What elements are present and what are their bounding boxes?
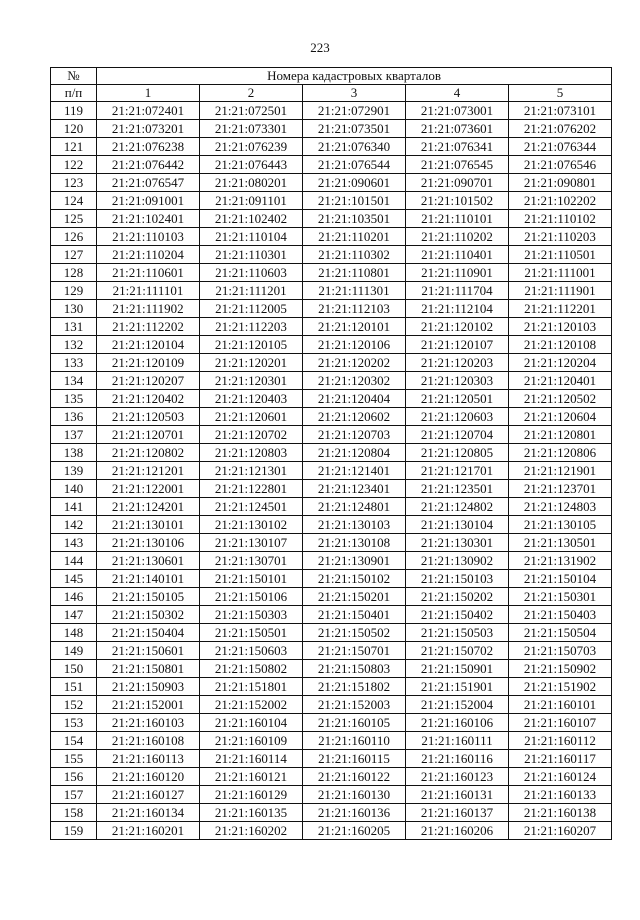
table-row [51, 282, 612, 300]
cadastral-number-cell: 21:21:072401 [97, 102, 200, 120]
table-row [51, 696, 612, 714]
cadastral-number-cell: 21:21:160104 [200, 714, 303, 732]
cadastral-number-cell: 21:21:150106 [200, 588, 303, 606]
cadastral-number-cell: 21:21:160207 [509, 822, 612, 840]
cadastral-number-cell: 21:21:160114 [200, 750, 303, 768]
cadastral-number-cell: 21:21:160124 [509, 768, 612, 786]
cadastral-number-cell: 21:21:160133 [509, 786, 612, 804]
table-row [51, 318, 612, 336]
cadastral-number-cell: 21:21:130102 [200, 516, 303, 534]
table-row [51, 192, 612, 210]
cadastral-number-cell: 21:21:151801 [200, 678, 303, 696]
cadastral-number-cell: 21:21:120501 [406, 390, 509, 408]
table-row [51, 174, 612, 192]
cadastral-number-cell: 21:21:160134 [97, 804, 200, 822]
cadastral-number-cell: 21:21:150402 [406, 606, 509, 624]
cadastral-number-cell: 21:21:160201 [97, 822, 200, 840]
table-row [51, 570, 612, 588]
cadastral-number-cell: 21:21:160103 [97, 714, 200, 732]
cadastral-number-cell: 21:21:120207 [97, 372, 200, 390]
cadastral-number-cell: 21:21:110204 [97, 246, 200, 264]
cadastral-number-cell: 21:21:091101 [200, 192, 303, 210]
cadastral-number-cell: 21:21:160109 [200, 732, 303, 750]
cadastral-number-cell: 21:21:150803 [303, 660, 406, 678]
cadastral-number-cell: 21:21:120302 [303, 372, 406, 390]
cadastral-number-cell: 21:21:111201 [200, 282, 303, 300]
row-number: 157 [51, 786, 97, 804]
cadastral-number-cell: 21:21:151902 [509, 678, 612, 696]
table-row [51, 732, 612, 750]
cadastral-number-cell: 21:21:101502 [406, 192, 509, 210]
cadastral-number-cell: 21:21:101501 [303, 192, 406, 210]
row-number: 129 [51, 282, 97, 300]
cadastral-number-cell: 21:21:150103 [406, 570, 509, 588]
cadastral-number-cell: 21:21:073001 [406, 102, 509, 120]
table-row [51, 678, 612, 696]
cadastral-number-cell: 21:21:160113 [97, 750, 200, 768]
cadastral-number-cell: 21:21:111902 [97, 300, 200, 318]
cadastral-number-cell: 21:21:120702 [200, 426, 303, 444]
cadastral-number-cell: 21:21:150504 [509, 624, 612, 642]
table-row [51, 660, 612, 678]
cadastral-number-cell: 21:21:160122 [303, 768, 406, 786]
cadastral-number-cell: 21:21:150403 [509, 606, 612, 624]
cadastral-number-cell: 21:21:076442 [97, 156, 200, 174]
cadastral-number-cell: 21:21:102202 [509, 192, 612, 210]
cadastral-number-cell: 21:21:110102 [509, 210, 612, 228]
row-number: 141 [51, 498, 97, 516]
cadastral-number-cell: 21:21:123701 [509, 480, 612, 498]
row-number: 154 [51, 732, 97, 750]
header-no-sub-label: п/п [51, 85, 97, 102]
row-number: 125 [51, 210, 97, 228]
table-row [51, 588, 612, 606]
cadastral-number-cell: 21:21:131902 [509, 552, 612, 570]
table-row [51, 498, 612, 516]
cadastral-number-cell: 21:21:120806 [509, 444, 612, 462]
table-row [51, 822, 612, 840]
row-number: 156 [51, 768, 97, 786]
row-number: 133 [51, 354, 97, 372]
table-row [51, 444, 612, 462]
table-row [51, 138, 612, 156]
cadastral-number-cell: 21:21:120804 [303, 444, 406, 462]
table-row [51, 390, 612, 408]
row-number: 149 [51, 642, 97, 660]
cadastral-number-cell: 21:21:152003 [303, 696, 406, 714]
row-number: 151 [51, 678, 97, 696]
cadastral-number-cell: 21:21:076344 [509, 138, 612, 156]
table-row [51, 624, 612, 642]
cadastral-number-cell: 21:21:150801 [97, 660, 200, 678]
row-number: 146 [51, 588, 97, 606]
cadastral-number-cell: 21:21:121901 [509, 462, 612, 480]
cadastral-number-cell: 21:21:123401 [303, 480, 406, 498]
row-number: 148 [51, 624, 97, 642]
row-number: 134 [51, 372, 97, 390]
cadastral-number-cell: 21:21:150105 [97, 588, 200, 606]
table-row [51, 300, 612, 318]
cadastral-number-cell: 21:21:150703 [509, 642, 612, 660]
cadastral-number-cell: 21:21:160129 [200, 786, 303, 804]
cadastral-number-cell: 21:21:120402 [97, 390, 200, 408]
cadastral-number-cell: 21:21:110302 [303, 246, 406, 264]
cadastral-number-cell: 21:21:160138 [509, 804, 612, 822]
cadastral-number-cell: 21:21:120403 [200, 390, 303, 408]
cadastral-number-cell: 21:21:110101 [406, 210, 509, 228]
row-number: 144 [51, 552, 97, 570]
header-column-3: 3 [303, 85, 406, 102]
cadastral-number-cell: 21:21:110203 [509, 228, 612, 246]
cadastral-number-cell: 21:21:130108 [303, 534, 406, 552]
cadastral-number-cell: 21:21:120203 [406, 354, 509, 372]
cadastral-number-cell: 21:21:160127 [97, 786, 200, 804]
row-number: 128 [51, 264, 97, 282]
cadastral-number-cell: 21:21:130901 [303, 552, 406, 570]
cadastral-number-cell: 21:21:150102 [303, 570, 406, 588]
cadastral-number-cell: 21:21:110801 [303, 264, 406, 282]
row-number: 136 [51, 408, 97, 426]
header-column-4: 4 [406, 85, 509, 102]
cadastral-number-cell: 21:21:150404 [97, 624, 200, 642]
cadastral-number-cell: 21:21:160112 [509, 732, 612, 750]
cadastral-number-cell: 21:21:152002 [200, 696, 303, 714]
cadastral-number-cell: 21:21:160206 [406, 822, 509, 840]
table-row [51, 246, 612, 264]
cadastral-number-cell: 21:21:120801 [509, 426, 612, 444]
cadastral-table [50, 67, 612, 840]
cadastral-number-cell: 21:21:160110 [303, 732, 406, 750]
cadastral-number-cell: 21:21:120202 [303, 354, 406, 372]
cadastral-number-cell: 21:21:110603 [200, 264, 303, 282]
cadastral-number-cell: 21:21:150202 [406, 588, 509, 606]
cadastral-number-cell: 21:21:150501 [200, 624, 303, 642]
cadastral-number-cell: 21:21:111001 [509, 264, 612, 282]
header-no-label: № [51, 68, 97, 85]
cadastral-number-cell: 21:21:123501 [406, 480, 509, 498]
cadastral-number-cell: 21:21:120204 [509, 354, 612, 372]
cadastral-number-cell: 21:21:120805 [406, 444, 509, 462]
cadastral-number-cell: 21:21:120103 [509, 318, 612, 336]
cadastral-number-cell: 21:21:110301 [200, 246, 303, 264]
row-number: 139 [51, 462, 97, 480]
row-number: 131 [51, 318, 97, 336]
cadastral-number-cell: 21:21:120105 [200, 336, 303, 354]
cadastral-number-cell: 21:21:120109 [97, 354, 200, 372]
header-column-1: 1 [97, 85, 200, 102]
row-number: 120 [51, 120, 97, 138]
cadastral-number-cell: 21:21:121701 [406, 462, 509, 480]
table-row [51, 462, 612, 480]
cadastral-number-cell: 21:21:120803 [200, 444, 303, 462]
cadastral-number-cell: 21:21:120104 [97, 336, 200, 354]
cadastral-number-cell: 21:21:150302 [97, 606, 200, 624]
cadastral-number-cell: 21:21:090601 [303, 174, 406, 192]
cadastral-number-cell: 21:21:160137 [406, 804, 509, 822]
cadastral-number-cell: 21:21:120602 [303, 408, 406, 426]
table-row [51, 804, 612, 822]
cadastral-number-cell: 21:21:150101 [200, 570, 303, 588]
cadastral-number-cell: 21:21:160136 [303, 804, 406, 822]
cadastral-number-cell: 21:21:076340 [303, 138, 406, 156]
row-number: 127 [51, 246, 97, 264]
cadastral-number-cell: 21:21:130104 [406, 516, 509, 534]
cadastral-number-cell: 21:21:076341 [406, 138, 509, 156]
cadastral-number-cell: 21:21:130301 [406, 534, 509, 552]
cadastral-number-cell: 21:21:110901 [406, 264, 509, 282]
cadastral-number-cell: 21:21:160205 [303, 822, 406, 840]
row-number: 152 [51, 696, 97, 714]
cadastral-number-cell: 21:21:120404 [303, 390, 406, 408]
cadastral-number-cell: 21:21:110501 [509, 246, 612, 264]
cadastral-number-cell: 21:21:160120 [97, 768, 200, 786]
cadastral-number-cell: 21:21:076202 [509, 120, 612, 138]
cadastral-number-cell: 21:21:110201 [303, 228, 406, 246]
cadastral-number-cell: 21:21:121201 [97, 462, 200, 480]
header-group-title: Номера кадастровых кварталов [97, 68, 612, 85]
cadastral-number-cell: 21:21:150601 [97, 642, 200, 660]
cadastral-number-cell: 21:21:160130 [303, 786, 406, 804]
cadastral-number-cell: 21:21:120106 [303, 336, 406, 354]
cadastral-number-cell: 21:21:124801 [303, 498, 406, 516]
cadastral-number-cell: 21:21:073601 [406, 120, 509, 138]
cadastral-number-cell: 21:21:120601 [200, 408, 303, 426]
cadastral-number-cell: 21:21:160108 [97, 732, 200, 750]
cadastral-number-cell: 21:21:076544 [303, 156, 406, 174]
cadastral-number-cell: 21:21:110601 [97, 264, 200, 282]
cadastral-number-cell: 21:21:076545 [406, 156, 509, 174]
row-number: 132 [51, 336, 97, 354]
table-row [51, 786, 612, 804]
cadastral-number-cell: 21:21:112104 [406, 300, 509, 318]
cadastral-number-cell: 21:21:140101 [97, 570, 200, 588]
cadastral-number-cell: 21:21:112005 [200, 300, 303, 318]
cadastral-number-cell: 21:21:120503 [97, 408, 200, 426]
cadastral-number-cell: 21:21:160107 [509, 714, 612, 732]
cadastral-number-cell: 21:21:150303 [200, 606, 303, 624]
cadastral-number-cell: 21:21:150903 [97, 678, 200, 696]
cadastral-number-cell: 21:21:150901 [406, 660, 509, 678]
cadastral-number-cell: 21:21:076546 [509, 156, 612, 174]
cadastral-number-cell: 21:21:160202 [200, 822, 303, 840]
row-number: 138 [51, 444, 97, 462]
table-row [51, 516, 612, 534]
cadastral-number-cell: 21:21:120703 [303, 426, 406, 444]
cadastral-number-cell: 21:21:124802 [406, 498, 509, 516]
cadastral-number-cell: 21:21:120108 [509, 336, 612, 354]
cadastral-number-cell: 21:21:122001 [97, 480, 200, 498]
cadastral-number-cell: 21:21:150502 [303, 624, 406, 642]
cadastral-number-cell: 21:21:151901 [406, 678, 509, 696]
cadastral-number-cell: 21:21:076238 [97, 138, 200, 156]
row-number: 122 [51, 156, 97, 174]
table-row [51, 750, 612, 768]
cadastral-number-cell: 21:21:120802 [97, 444, 200, 462]
cadastral-number-cell: 21:21:160121 [200, 768, 303, 786]
row-number: 135 [51, 390, 97, 408]
cadastral-number-cell: 21:21:150603 [200, 642, 303, 660]
row-number: 153 [51, 714, 97, 732]
page-number: 223 [310, 40, 330, 55]
cadastral-number-cell: 21:21:120701 [97, 426, 200, 444]
cadastral-number-cell: 21:21:120102 [406, 318, 509, 336]
table-row [51, 642, 612, 660]
table-row [51, 606, 612, 624]
table-body [51, 102, 612, 840]
row-number: 145 [51, 570, 97, 588]
cadastral-number-cell: 21:21:120303 [406, 372, 509, 390]
cadastral-number-cell: 21:21:124201 [97, 498, 200, 516]
cadastral-number-cell: 21:21:130902 [406, 552, 509, 570]
table-row [51, 480, 612, 498]
cadastral-number-cell: 21:21:102402 [200, 210, 303, 228]
table-row [51, 372, 612, 390]
cadastral-number-cell: 21:21:160111 [406, 732, 509, 750]
table-row [51, 156, 612, 174]
cadastral-number-cell: 21:21:073201 [97, 120, 200, 138]
cadastral-number-cell: 21:21:122801 [200, 480, 303, 498]
table-row [51, 768, 612, 786]
cadastral-number-cell: 21:21:160117 [509, 750, 612, 768]
cadastral-number-cell: 21:21:152001 [97, 696, 200, 714]
cadastral-number-cell: 21:21:160131 [406, 786, 509, 804]
table-row [51, 264, 612, 282]
cadastral-number-cell: 21:21:160115 [303, 750, 406, 768]
cadastral-number-cell: 21:21:124501 [200, 498, 303, 516]
cadastral-number-cell: 21:21:076547 [97, 174, 200, 192]
table-row [51, 102, 612, 120]
cadastral-number-cell: 21:21:150701 [303, 642, 406, 660]
cadastral-number-cell: 21:21:073301 [200, 120, 303, 138]
row-number: 143 [51, 534, 97, 552]
cadastral-number-cell: 21:21:111704 [406, 282, 509, 300]
cadastral-number-cell: 21:21:121401 [303, 462, 406, 480]
table-row [51, 408, 612, 426]
row-number: 119 [51, 102, 97, 120]
cadastral-number-cell: 21:21:124803 [509, 498, 612, 516]
cadastral-number-cell: 21:21:150503 [406, 624, 509, 642]
row-number: 126 [51, 228, 97, 246]
row-number: 158 [51, 804, 97, 822]
row-number: 140 [51, 480, 97, 498]
row-number: 137 [51, 426, 97, 444]
cadastral-number-cell: 21:21:102401 [97, 210, 200, 228]
header-column-2: 2 [200, 85, 303, 102]
cadastral-number-cell: 21:21:130101 [97, 516, 200, 534]
cadastral-number-cell: 21:21:150702 [406, 642, 509, 660]
cadastral-number-cell: 21:21:121301 [200, 462, 303, 480]
cadastral-number-cell: 21:21:130105 [509, 516, 612, 534]
cadastral-number-cell: 21:21:160106 [406, 714, 509, 732]
cadastral-number-cell: 21:21:112103 [303, 300, 406, 318]
cadastral-number-cell: 21:21:130501 [509, 534, 612, 552]
header-column-5: 5 [509, 85, 612, 102]
cadastral-number-cell: 21:21:160123 [406, 768, 509, 786]
cadastral-number-cell: 21:21:111101 [97, 282, 200, 300]
cadastral-number-cell: 21:21:120201 [200, 354, 303, 372]
table-header [51, 68, 612, 102]
row-number: 123 [51, 174, 97, 192]
cadastral-number-cell: 21:21:151802 [303, 678, 406, 696]
cadastral-number-cell: 21:21:152004 [406, 696, 509, 714]
cadastral-number-cell: 21:21:160116 [406, 750, 509, 768]
cadastral-number-cell: 21:21:111901 [509, 282, 612, 300]
cadastral-number-cell: 21:21:111301 [303, 282, 406, 300]
cadastral-number-cell: 21:21:120502 [509, 390, 612, 408]
cadastral-number-cell: 21:21:130107 [200, 534, 303, 552]
cadastral-number-cell: 21:21:073501 [303, 120, 406, 138]
cadastral-number-cell: 21:21:120604 [509, 408, 612, 426]
table-row [51, 714, 612, 732]
cadastral-number-cell: 21:21:076443 [200, 156, 303, 174]
row-number: 159 [51, 822, 97, 840]
cadastral-number-cell: 21:21:160135 [200, 804, 303, 822]
cadastral-number-cell: 21:21:090701 [406, 174, 509, 192]
row-number: 121 [51, 138, 97, 156]
cadastral-number-cell: 21:21:072501 [200, 102, 303, 120]
cadastral-number-cell: 21:21:110202 [406, 228, 509, 246]
cadastral-number-cell: 21:21:150902 [509, 660, 612, 678]
table-row [51, 336, 612, 354]
cadastral-number-cell: 21:21:076239 [200, 138, 303, 156]
cadastral-number-cell: 21:21:130106 [97, 534, 200, 552]
cadastral-number-cell: 21:21:073101 [509, 102, 612, 120]
table-row [51, 120, 612, 138]
table-row [51, 210, 612, 228]
cadastral-number-cell: 21:21:090801 [509, 174, 612, 192]
table-row [51, 354, 612, 372]
cadastral-number-cell: 21:21:130701 [200, 552, 303, 570]
row-number: 124 [51, 192, 97, 210]
cadastral-number-cell: 21:21:120401 [509, 372, 612, 390]
table-row [51, 534, 612, 552]
cadastral-number-cell: 21:21:072901 [303, 102, 406, 120]
cadastral-number-cell: 21:21:150802 [200, 660, 303, 678]
cadastral-number-cell: 21:21:112201 [509, 300, 612, 318]
table-row [51, 552, 612, 570]
cadastral-number-cell: 21:21:091001 [97, 192, 200, 210]
cadastral-number-cell: 21:21:130601 [97, 552, 200, 570]
cadastral-number-cell: 21:21:150201 [303, 588, 406, 606]
row-number: 130 [51, 300, 97, 318]
row-number: 155 [51, 750, 97, 768]
cadastral-number-cell: 21:21:110401 [406, 246, 509, 264]
row-number: 150 [51, 660, 97, 678]
cadastral-number-cell: 21:21:150401 [303, 606, 406, 624]
row-number: 147 [51, 606, 97, 624]
cadastral-number-cell: 21:21:120704 [406, 426, 509, 444]
cadastral-number-cell: 21:21:160105 [303, 714, 406, 732]
cadastral-number-cell: 21:21:150104 [509, 570, 612, 588]
cadastral-number-cell: 21:21:110103 [97, 228, 200, 246]
cadastral-number-cell: 21:21:120101 [303, 318, 406, 336]
cadastral-number-cell: 21:21:112202 [97, 318, 200, 336]
cadastral-number-cell: 21:21:120603 [406, 408, 509, 426]
cadastral-number-cell: 21:21:120301 [200, 372, 303, 390]
row-number: 142 [51, 516, 97, 534]
cadastral-number-cell: 21:21:150301 [509, 588, 612, 606]
cadastral-number-cell: 21:21:160101 [509, 696, 612, 714]
cadastral-number-cell: 21:21:120107 [406, 336, 509, 354]
table-row [51, 426, 612, 444]
cadastral-number-cell: 21:21:103501 [303, 210, 406, 228]
cadastral-number-cell: 21:21:080201 [200, 174, 303, 192]
cadastral-number-cell: 21:21:112203 [200, 318, 303, 336]
table-row [51, 228, 612, 246]
cadastral-number-cell: 21:21:130103 [303, 516, 406, 534]
cadastral-number-cell: 21:21:110104 [200, 228, 303, 246]
